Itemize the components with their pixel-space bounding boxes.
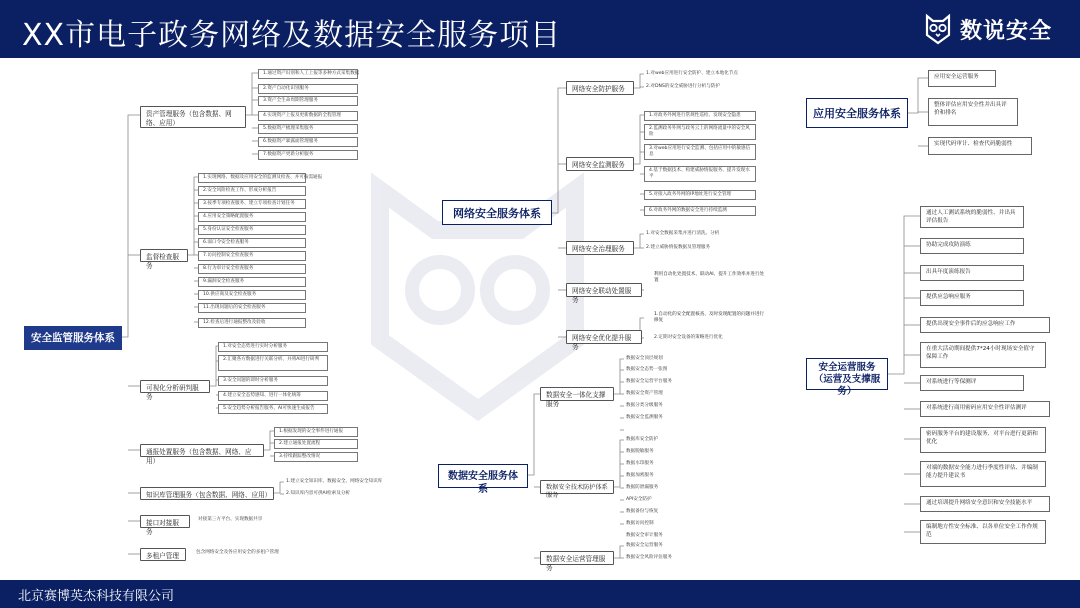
ops-item: 出具年度演练报告 <box>920 265 1024 281</box>
leaf: 1.根据发现的安全事件进行通报 <box>274 427 358 437</box>
app-item: 实现代码审计、检查代码脆弱性 <box>928 137 1032 155</box>
cat-notification[interactable]: 通报处置服务（包含数据、网络、应用） <box>140 444 264 457</box>
leaf: 3.资产全生命周期管理服务 <box>258 96 358 106</box>
leaf: 10.供应商及安全检查服务 <box>198 290 306 300</box>
leaf: 对接第三方平台、实现数据共享 <box>198 517 263 522</box>
leaf: 4.建立安全态势感知、进行一体化统筹 <box>218 391 328 401</box>
ops-item: 通过人工测试系统的脆弱性、并出具评估报告 <box>920 206 1024 228</box>
root-security-operation[interactable]: 安全运营服务（运营及支撑服务） <box>806 358 888 390</box>
leaf: 1.通过资产识别和人工上报等多种方式采集数据 <box>258 69 358 79</box>
cat-asset-management[interactable]: 资产管理服务（包含数据、网络、应用） <box>140 106 246 128</box>
ops-item: 对端的数据安全能力进行季度性评估、并编制能力提升建议书 <box>920 461 1046 487</box>
leaf: 数据防泄漏服务 <box>626 485 659 490</box>
leaf: 1.对安全态势进行实时分析服务 <box>218 342 328 352</box>
cat-data-tech-protection[interactable]: 数据安全技术防护体系服务 <box>540 480 614 494</box>
leaf: 7.访问控制安全检查服务 <box>198 251 306 261</box>
leaf: 数据备份与恢复 <box>626 509 659 514</box>
leaf: 2.对DNS的安全威胁进行分析与防护 <box>646 84 720 89</box>
ops-item: 在重大活动期间提供7*24小时现场安全值守保障工作 <box>920 342 1046 368</box>
leaf: 2.汇聚各方数据进行关联分析、并将AI进行研判 <box>218 355 328 371</box>
leaf: 5.对接入政务外网的IP地址进行安全管理 <box>644 190 756 200</box>
leaf: 9.漏洞安全检查服务 <box>198 277 306 287</box>
leaf: 利用自动化处置技术、联动AI、提升工作效率并进行处置 <box>654 272 765 284</box>
leaf: 数据安全风险评估服务 <box>626 555 672 560</box>
cat-network-protection[interactable]: 网络安全防护服务 <box>566 81 634 95</box>
cat-knowledge-base[interactable]: 知识库管理服务（包含数据、网络、应用） <box>140 487 274 500</box>
leaf: 7.数据资产更新分析服务 <box>258 150 358 160</box>
leaf: 数据安全运营服务 <box>626 543 663 548</box>
leaf: 数据安全顶层规划 <box>626 356 663 361</box>
ops-item: 提供应急响应服务 <box>920 290 1024 306</box>
cat-interface[interactable]: 接口对接服务 <box>140 515 190 528</box>
ops-item: 提供出现安全事件后的应急响应工作 <box>920 317 1050 333</box>
leaf: 8.行为审计安全检查服务 <box>198 264 306 274</box>
app-item: 整体评估应用安全性并出具评价和排名 <box>928 98 1018 126</box>
ops-item: 密码服务平台的建设服务、对平台进行更新和优化 <box>920 427 1046 453</box>
leaf: 数据分类分级服务 <box>626 403 663 408</box>
leaf: 1.自动化的安全配置核查、及时发现配置的问题并进行修复 <box>654 312 765 324</box>
leaf: 1.对web应用进行安全防护、建立本地化节点 <box>646 71 738 76</box>
leaf: 数据安全审计服务 <box>626 533 663 538</box>
leaf: 数据脱敏服务 <box>626 449 654 454</box>
leaf: 4.基于数据技术、构建威胁情报服务、提升发现水平 <box>644 166 756 182</box>
root-data-security[interactable]: 数据安全服务体系 <box>438 464 528 488</box>
leaf: 6.弱口令安全检查服务 <box>198 238 306 248</box>
ops-item: 对系统进行等保测评 <box>920 375 1024 391</box>
app-item: 应用安全运营服务 <box>928 70 996 87</box>
leaf: 3.对web应用进行安全监测、包括应用中的敏感信息 <box>644 144 756 160</box>
leaf: 3.安全问题的即时分析服务 <box>218 376 328 386</box>
leaf: 11.出现问题后的安全检查服务 <box>198 303 306 313</box>
company-name: 北京赛博英杰科技有限公司 <box>18 589 175 604</box>
leaf: 5.数据资产梳理采集服务 <box>258 124 358 134</box>
cat-data-operation[interactable]: 数据安全运营管理服务 <box>540 551 614 565</box>
cat-data-integration[interactable]: 数据安全一体化支撑服务 <box>540 387 614 401</box>
leaf: 6.对政务外网的数据安全进行持续监测 <box>644 206 756 216</box>
leaf: 2.建立威胁情报数据及管理服务 <box>646 245 711 250</box>
leaf: 数据访问控制 <box>626 521 654 526</box>
leaf: 数据水印服务 <box>626 461 654 466</box>
ops-item: 对系统进行商用密码应用安全性评估测评 <box>920 401 1050 417</box>
ops-item: 协助完成攻防演练 <box>920 238 1024 254</box>
leaf: 数据安全资产管理 <box>626 391 663 396</box>
leaf: 4.应用安全策略配置服务 <box>198 212 306 222</box>
ops-item: 编制地方性安全标准、以各单位安全工作作规范 <box>920 520 1046 544</box>
ops-item: 通过培训提升网络安全意识和安全技能水平 <box>920 496 1050 512</box>
leaf: 2.知识库内容可供AI检索及分析 <box>286 491 351 496</box>
cat-network-monitoring[interactable]: 网络安全监测服务 <box>566 157 634 171</box>
cat-network-linkage[interactable]: 网络安全联动处置服务 <box>566 283 642 297</box>
cat-network-optimization[interactable]: 网络安全优化提升服务 <box>566 330 642 344</box>
leaf: 2.资产自动化识别服务 <box>258 84 358 94</box>
leaf: 数据安全运营平台服务 <box>626 379 672 384</box>
page-title: XX市电子政务网络及数据安全服务项目 <box>22 18 562 53</box>
leaf: 4.实现资产上报及更新数据的全程管理 <box>258 111 358 121</box>
leaf: API安全防护 <box>626 497 652 502</box>
leaf: 数据库安全防护 <box>626 437 659 442</box>
leaf: 5.安全趋势分析报告服务、AI可快速生成报告 <box>218 404 328 414</box>
leaf: 2.监测政务外网与政务云上的网络流量中的安全风险 <box>644 124 756 140</box>
footer-bar <box>0 580 1080 608</box>
leaf: 包含网络安全及各应用安全的多租户管理 <box>196 550 279 555</box>
leaf: 5.身份认证安全检查服务 <box>198 225 306 235</box>
brand-name: 数说安全 <box>959 18 1052 44</box>
leaf: 2.建立通报处置流程 <box>274 439 358 449</box>
leaf: 3.按季专项检查服务、建立专项检查计划任务 <box>198 199 306 209</box>
root-network[interactable]: 网络安全服务体系 <box>442 200 552 225</box>
leaf: 6.数据资产暴露面管理服务 <box>258 137 358 147</box>
cat-multi-tenant[interactable]: 多租户管理 <box>140 548 186 561</box>
leaf: 数据安全态势一张图 <box>626 367 668 372</box>
leaf: 1.建立安全知识库、数据安全、网络安全知识库 <box>286 479 383 484</box>
leaf: 2.定期对安全设备的策略进行优化 <box>654 335 723 340</box>
leaf: 1.实现网络、数据及应用安全的监测及检查、并可按需通报 <box>198 173 306 183</box>
leaf: 1.对安全数据采集并进行清洗、分析 <box>646 231 720 236</box>
root-supervision[interactable]: 安全监管服务体系 <box>24 326 122 350</box>
leaf: 3.持续跟踪整改情况 <box>274 452 358 462</box>
leaf: 1.对政务外网进行常规性巡检、发现安全隐患 <box>644 111 756 121</box>
root-application[interactable]: 应用安全服务体系 <box>806 98 908 128</box>
cat-network-governance[interactable]: 网络安全治理服务 <box>566 241 634 255</box>
leaf: 数据加密服务 <box>626 473 654 478</box>
cat-supervision-check[interactable]: 监督检查服务 <box>140 249 188 262</box>
leaf: 2.安全风险检查工作、形成分析报告 <box>198 186 306 196</box>
cat-visual-analysis[interactable]: 可视化分析研判服务 <box>140 380 210 393</box>
leaf: 数据安全监测服务 <box>626 415 663 420</box>
leaf: 12.检查后进行通报整改及验收 <box>198 318 306 328</box>
